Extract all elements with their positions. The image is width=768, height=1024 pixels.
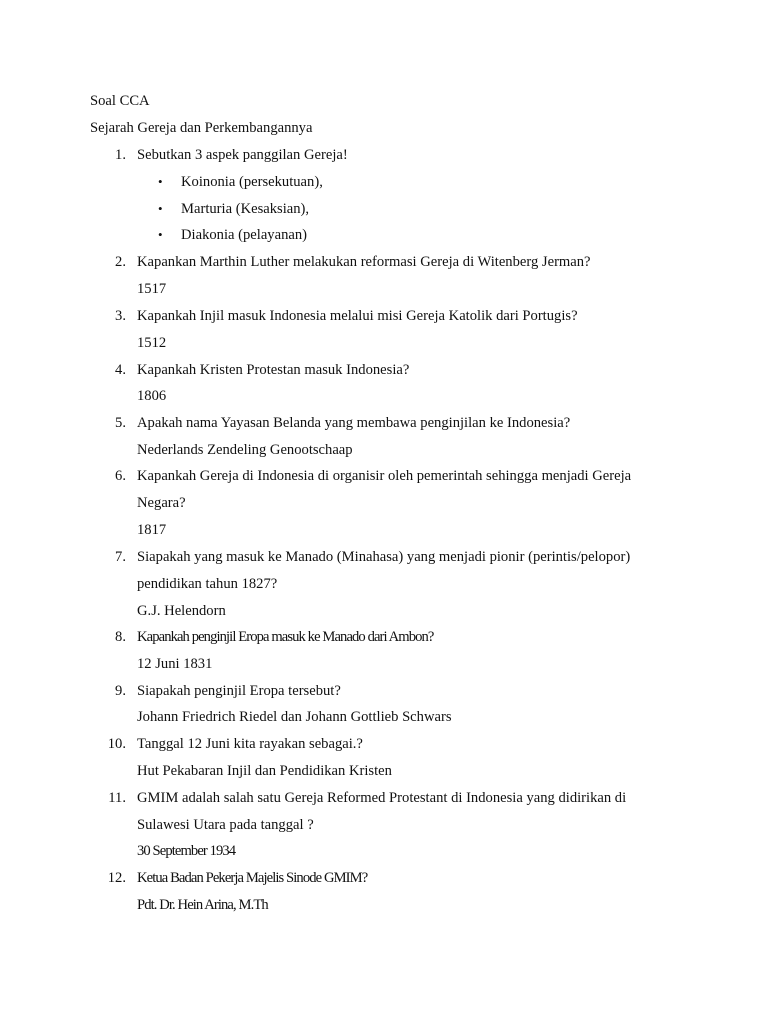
bullet-item: Koinonia (persekutuan), [181, 174, 323, 190]
question-text: Kapankah penginjil Eropa masuk ke Manado dari Ambon? [137, 629, 434, 645]
question-text: Apakah nama Yayasan Belanda yang membawa penginjilan ke Indonesia? [137, 415, 571, 431]
answer-text: 1517 [137, 281, 167, 297]
document-subtitle: Sejarah Gereja dan Perkembangannya [90, 120, 313, 136]
answer-text: 1817 [137, 522, 167, 538]
bullet-icon: • [158, 227, 163, 242]
question-text-continued: pendidikan tahun 1827? [137, 576, 278, 592]
question-text: Kapankah Gereja di Indonesia di organisir oleh pemerintah sehingga menjadi Gereja [137, 468, 632, 484]
document-title: Soal CCA [90, 93, 150, 109]
answer-text: Hut Pekabaran Injil dan Pendidikan Kristen [137, 763, 392, 779]
answer-text: 12 Juni 1831 [137, 656, 213, 672]
question-text: Sebutkan 3 aspek panggilan Gereja! [137, 147, 348, 163]
answer-text: 1806 [137, 388, 167, 404]
question-number: 1. [115, 147, 126, 163]
answer-text: 30 September 1934 [137, 843, 236, 859]
question-number: 4. [115, 362, 126, 378]
question-number: 6. [115, 468, 126, 484]
question-text: Kapankah Kristen Protestan masuk Indonesia? [137, 362, 410, 378]
question-number: 11. [108, 790, 126, 806]
bullet-icon: • [158, 201, 163, 216]
bullet-icon: • [158, 174, 163, 189]
question-number: 2. [115, 254, 126, 270]
question-text: GMIM adalah salah satu Gereja Reformed Protestant di Indonesia yang didirikan di [137, 790, 627, 806]
question-number: 9. [115, 683, 126, 699]
question-number: 10. [107, 736, 126, 752]
question-text-continued: Negara? [137, 495, 186, 511]
question-number: 3. [115, 308, 126, 324]
answer-text: 1512 [137, 335, 167, 351]
question-number: 8. [115, 629, 126, 645]
bullet-item: Marturia (Kesaksian), [181, 201, 310, 217]
question-text: Siapakah penginjil Eropa tersebut? [137, 683, 341, 699]
question-number: 5. [115, 415, 126, 431]
answer-text: Johann Friedrich Riedel dan Johann Gottlieb Schwars [137, 709, 452, 725]
answer-text: G.J. Helendorn [137, 603, 226, 619]
question-number: 12. [107, 870, 126, 886]
answer-text: Nederlands Zendeling Genootschaap [137, 442, 353, 458]
question-text: Tanggal 12 Juni kita rayakan sebagai.? [137, 736, 363, 752]
question-text: Ketua Badan Pekerja Majelis Sinode GMIM? [137, 870, 368, 886]
question-text: Siapakah yang masuk ke Manado (Minahasa) yang menjadi pionir (perintis/pelopor) [137, 549, 631, 565]
answer-text: Pdt. Dr. Hein Arina, M.Th [137, 897, 268, 913]
question-text: Kapankah Injil masuk Indonesia melalui misi Gereja Katolik dari Portugis? [137, 308, 578, 324]
question-text: Kapankan Marthin Luther melakukan reformasi Gereja di Witenberg Jerman? [137, 254, 591, 270]
question-text-continued: Sulawesi Utara pada tanggal ? [137, 817, 314, 833]
question-number: 7. [115, 549, 126, 565]
bullet-item: Diakonia (pelayanan) [181, 227, 308, 243]
